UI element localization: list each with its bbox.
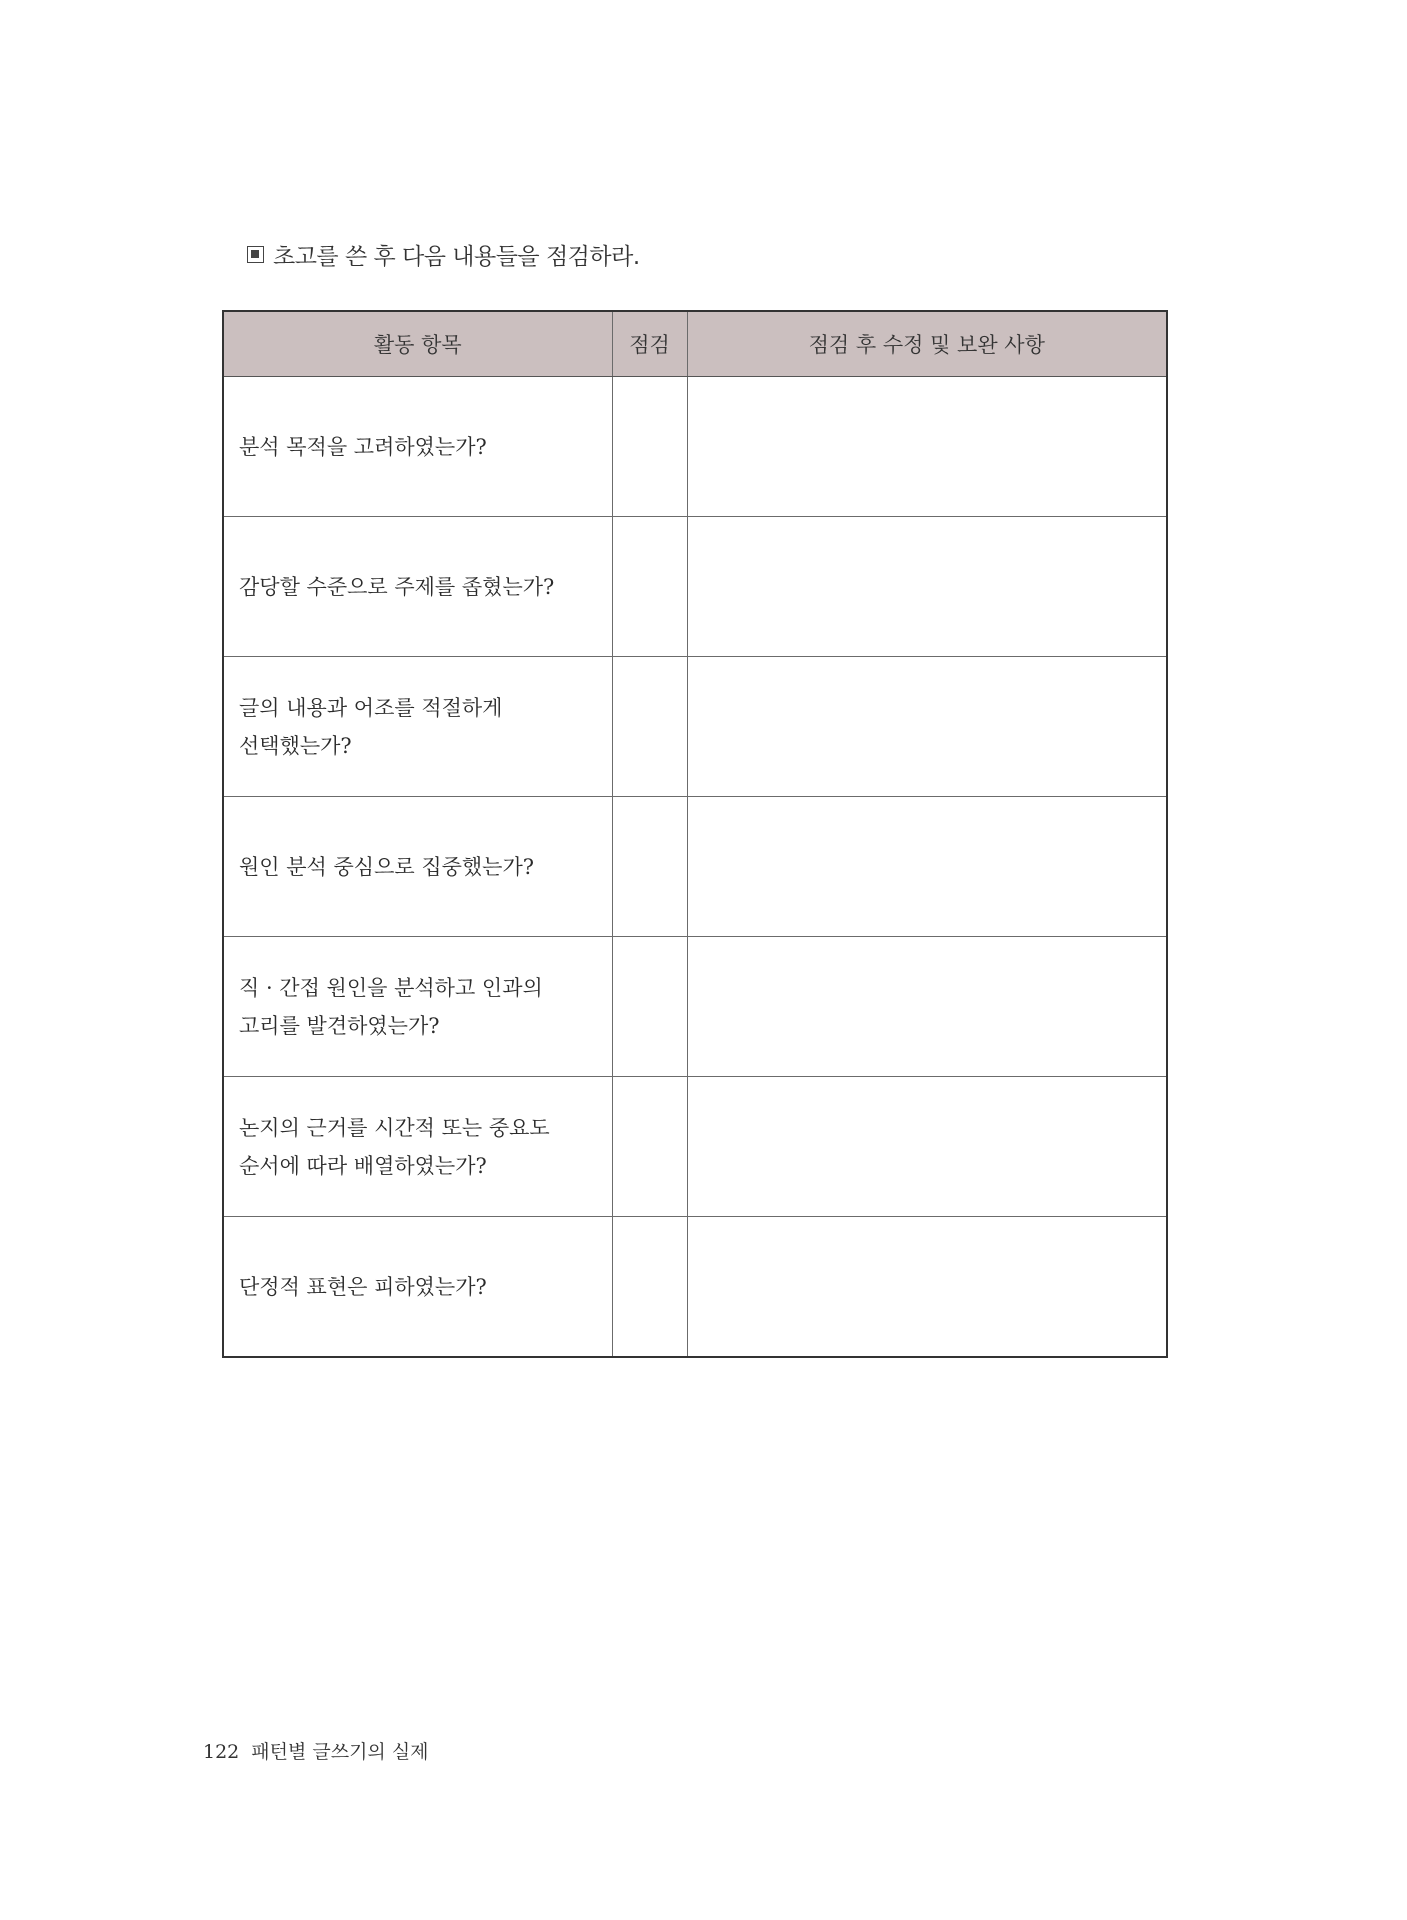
table-row [223, 517, 1167, 657]
check-cell[interactable] [612, 1077, 687, 1217]
check-cell[interactable] [612, 377, 687, 517]
header-row [223, 311, 1167, 377]
revision-cell[interactable] [687, 657, 1167, 797]
revision-cell[interactable] [687, 1217, 1167, 1358]
instruction-text: 초고를 쓴 후 다음 내용들을 점검하라. [273, 243, 640, 270]
activity-item-line: 고리를 발견하였는가? [239, 1013, 440, 1038]
activity-item [223, 517, 612, 657]
table-row [223, 937, 1167, 1077]
check-cell[interactable] [612, 517, 687, 657]
instruction [247, 234, 640, 274]
table-row [223, 377, 1167, 517]
activity-item [223, 1077, 612, 1217]
activity-item-line: 직 · 간접 원인을 분석하고 인과의 [239, 975, 543, 1000]
checklist-table [222, 310, 1168, 1358]
check-cell[interactable] [612, 657, 687, 797]
revision-cell[interactable] [687, 937, 1167, 1077]
activity-item [223, 657, 612, 797]
table-row [223, 1217, 1167, 1358]
activity-item-line: 선택했는가? [239, 733, 352, 758]
header-revision-notes: 점검 후 수정 및 보완 사항 [687, 311, 1167, 377]
activity-item-line: 순서에 따라 배열하였는가? [239, 1153, 487, 1178]
activity-item [223, 937, 612, 1077]
activity-item-line: 분석 목적을 고려하였는가? [239, 434, 487, 459]
header-activity-item: 활동 항목 [223, 311, 612, 377]
check-cell[interactable] [612, 797, 687, 937]
book-title: 패턴별 글쓰기의 실제 [251, 1741, 429, 1763]
revision-cell[interactable] [687, 377, 1167, 517]
activity-item-line: 단정적 표현은 피하였는가? [239, 1274, 487, 1299]
revision-cell[interactable] [687, 517, 1167, 657]
activity-item-line: 글의 내용과 어조를 적절하게 [239, 695, 503, 720]
page-number: 122 [203, 1741, 240, 1763]
page-footer [203, 1737, 429, 1764]
check-cell[interactable] [612, 937, 687, 1077]
activity-item [223, 797, 612, 937]
table-row [223, 797, 1167, 937]
square-bullet-icon [247, 246, 264, 263]
activity-item-line: 원인 분석 중심으로 집중했는가? [239, 854, 535, 879]
activity-item [223, 1217, 612, 1358]
activity-item-line: 논지의 근거를 시간적 또는 중요도 [239, 1115, 550, 1140]
check-cell[interactable] [612, 1217, 687, 1358]
revision-cell[interactable] [687, 1077, 1167, 1217]
activity-item-line: 감당할 수준으로 주제를 좁혔는가? [239, 574, 555, 599]
revision-cell[interactable] [687, 797, 1167, 937]
table-row [223, 1077, 1167, 1217]
activity-item [223, 377, 612, 517]
table-row [223, 657, 1167, 797]
header-check: 점검 [612, 311, 687, 377]
